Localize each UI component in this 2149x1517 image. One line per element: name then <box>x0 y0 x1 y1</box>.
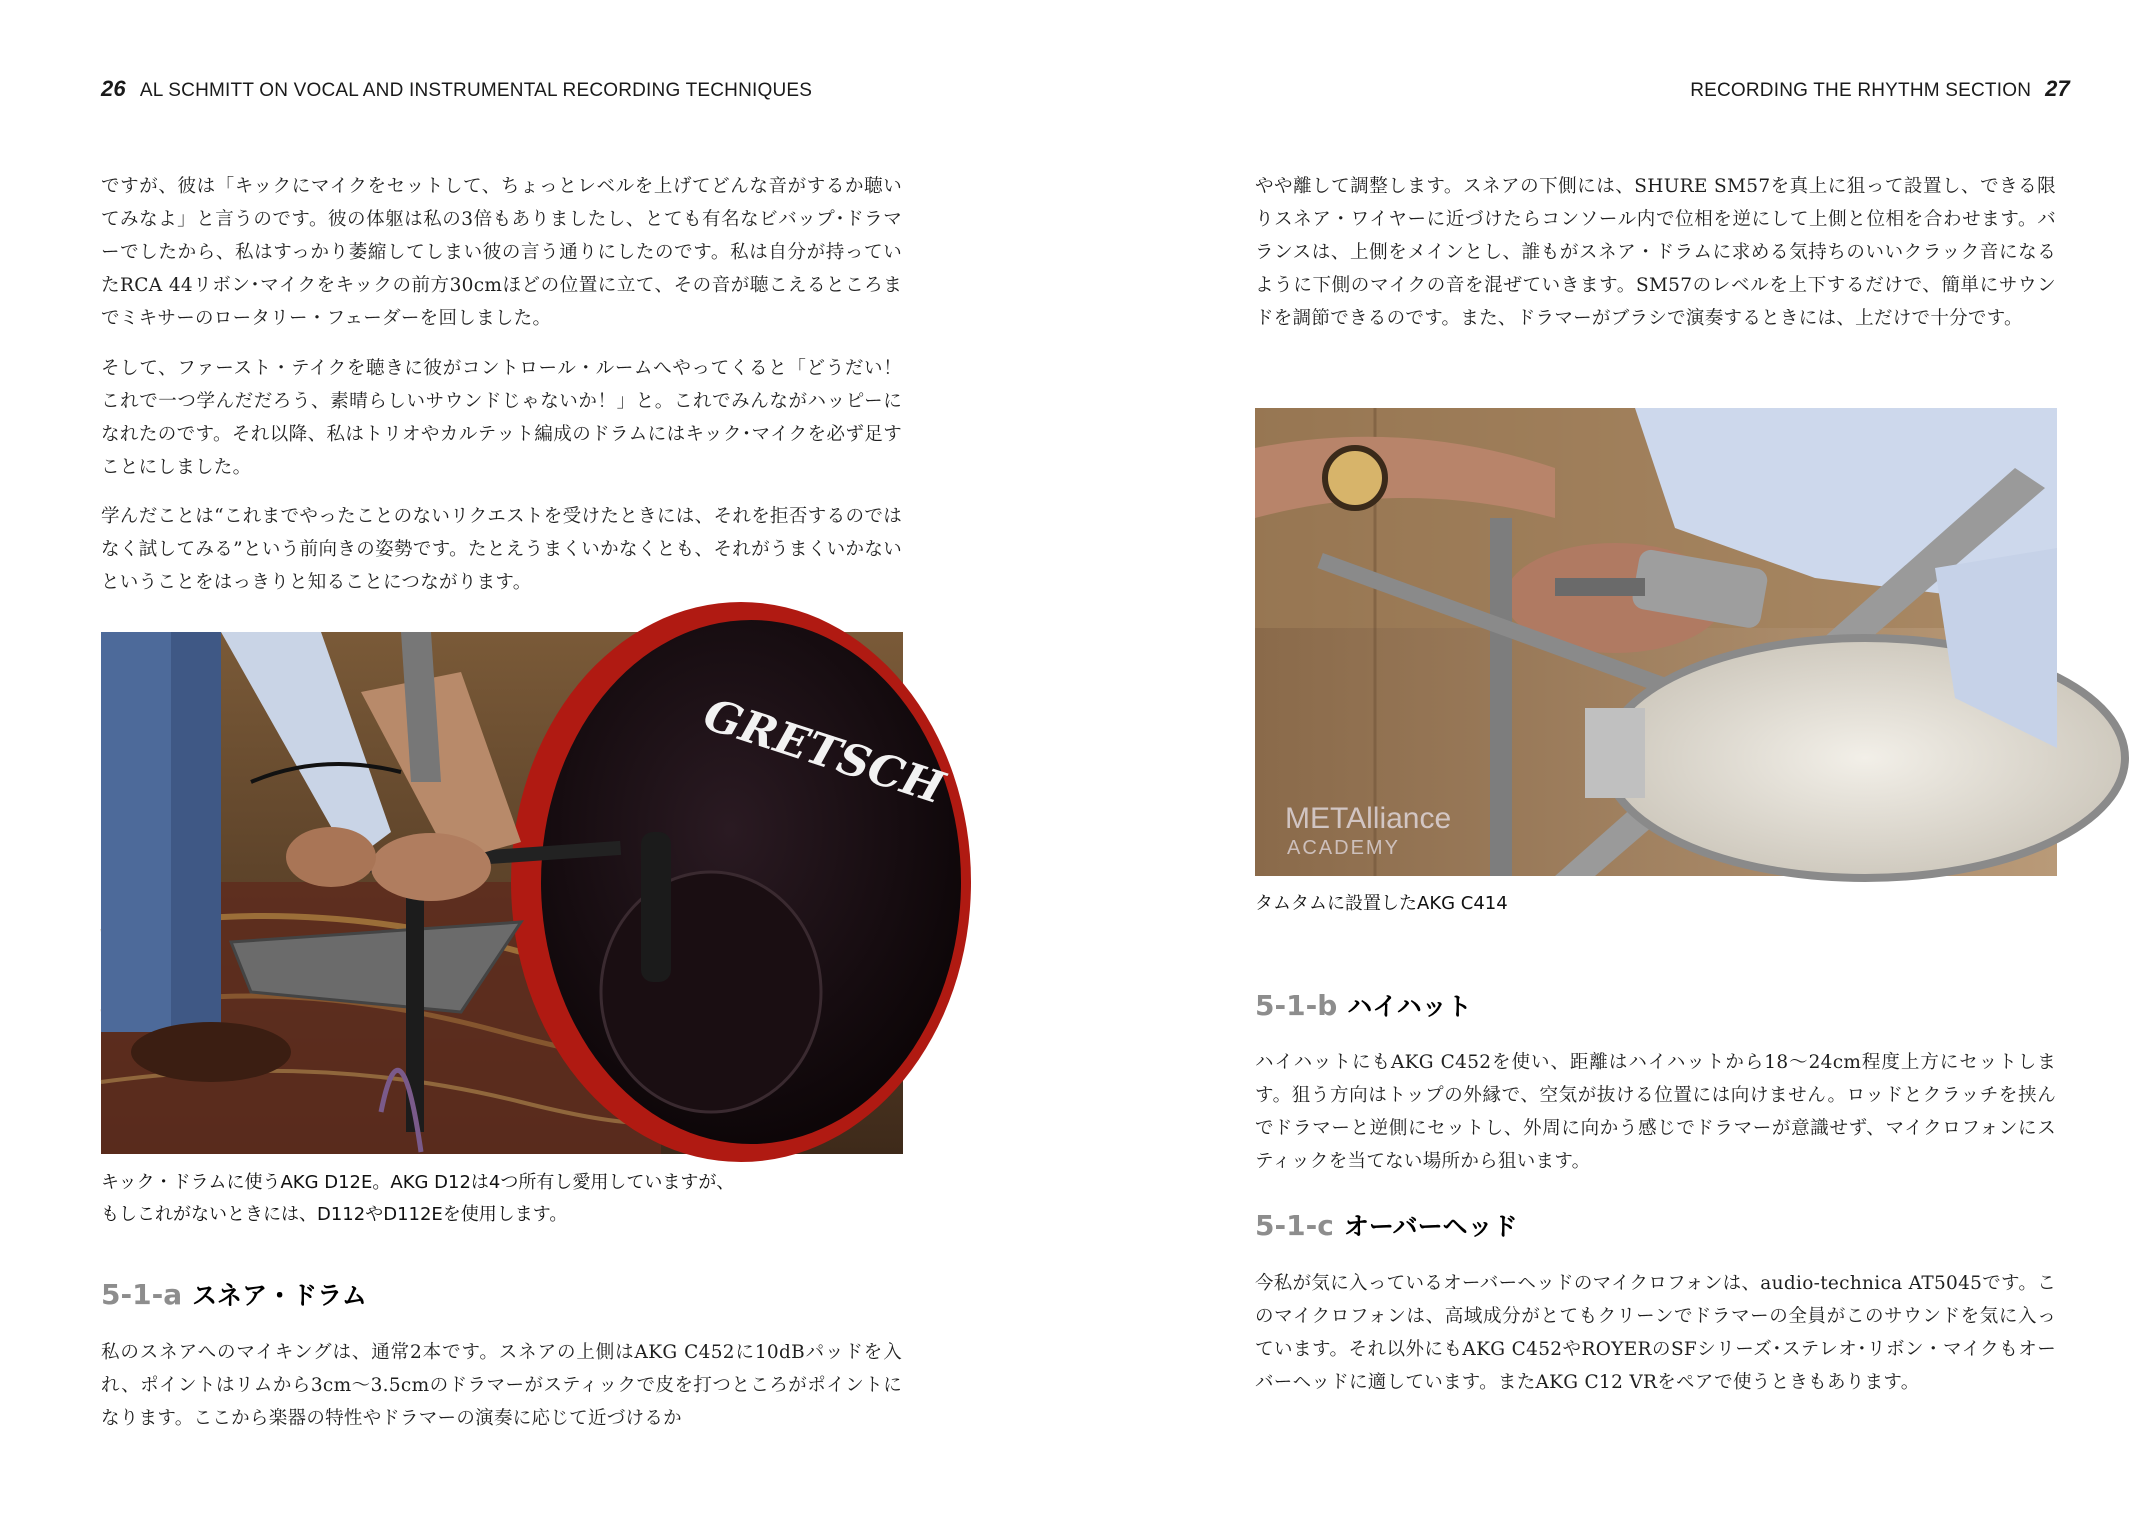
left-paragraph-3: 学んだことは“これまでやったことのないリクエストを受けたときには、それを拒否するのではなく試してみる”という前向きの姿勢です。たとえうまくいかなくとも、それがうまくいかないということをはっきりと知ることにつながります。 <box>101 506 902 593</box>
snare-paragraph: 私のスネアへのマイキングは、通常2本です。スネアの上側はAKG C452に10dBパッドを入れ、ポイントはリムから3cm～3.5cmのドラマーがスティックで皮を打つところがポイントになります。ここから楽器の特性やドラマーの演奏に応じて近づけるか <box>101 1342 902 1429</box>
right-intro-paragraph: やや離して調整します。スネアの下側には、SHURE SM57を真上に狙って設置し、できる限りスネア・ワイヤーに近づけたらコンソール内で位相を逆にして上側と位相を合わせます。バランスは、上側をメインとし、誰もがスネア・ドラムに求める気持ちのいいクラック音になるように下側のマイクの音を混ぜていきます。SM57のレベルを上下するだけで、簡単にサウンドを調節できるのです。また、ドラマーがブラシで演奏するときには、上だけで十分です。 <box>1255 176 2056 329</box>
section-heading-5-1-b <box>1255 988 1472 1025</box>
left-page <box>0 0 1074 1517</box>
kick-caption <box>101 1167 921 1231</box>
section-title: スネア・ドラム <box>192 1281 367 1310</box>
right-page-number: 27 <box>2045 76 2070 101</box>
section-number: 5-1-c <box>1255 1209 1334 1242</box>
section-number: 5-1-a <box>101 1278 183 1311</box>
section-title: ハイハット <box>1347 992 1472 1021</box>
section-number: 5-1-b <box>1255 989 1338 1022</box>
left-paragraph-1: ですが、彼は「キックにマイクをセットして、ちょっとレベルを上げてどんな音がするか聴いてみなよ」と言うのです。彼の体躯は私の3倍もありましたし、とても有名なビバップ･ドラマーでしたから、私はすっかり萎縮してしまい彼の言う通りにしたのです。私は自分が持っていたRCA 44リボン･マイクをキックの前方30cmほどの位置に立て、その音が聴こえるところまでミキサーのロータリー・フェーダーを回しました。 <box>101 176 902 329</box>
drum-logo: GRETSCH <box>697 688 950 815</box>
left-running-title: AL SCHMITT ON VOCAL AND INSTRUMENTAL RECORDING TECHNIQUES <box>139 80 813 101</box>
photo-watermark: METAlliance <box>1285 802 1452 835</box>
tom-tom-photo <box>1255 408 2057 876</box>
section-title: オーバーヘッド <box>1343 1212 1518 1241</box>
kick-drum-photo <box>101 632 950 1154</box>
left-page-number: 26 <box>101 76 126 101</box>
photo-watermark-sub: ACADEMY <box>1287 837 1400 859</box>
hihat-paragraph: ハイハットにもAKG C452を使い、距離はハイハットから18～24cm程度上方にセットします。狙う方向はトップの外縁で、空気が抜ける位置には向けません。ロッドとクラッチを挟んでドラマーと逆側にセットし、外周に向かう感じでドラマーが意識せず、マイクロフォンにスティックを当てない場所から狙います。 <box>1255 1052 2056 1172</box>
left-running-head <box>101 76 812 102</box>
left-paragraph-2: そして、ファースト・テイクを聴きに彼がコントロール・ルームへやってくると「どうだい！ これで一つ学んだだろう、素晴らしいサウンドじゃないか！」と。これでみんながハッピーになれたのです。それ以降、私はトリオやカルテット編成のドラムにはキック･マイクを必ず足すことにしました。 <box>101 358 902 478</box>
section-heading-5-1-c <box>1255 1208 1518 1245</box>
right-page <box>1074 0 2149 1517</box>
right-running-title: RECORDING THE RHYTHM SECTION <box>1690 80 2032 101</box>
kick-caption-line-2: もしこれがないときには、D112やD112Eを使用します。 <box>101 1204 568 1225</box>
right-running-head <box>1690 76 2070 102</box>
overhead-paragraph: 今私が気に入っているオーバーヘッドのマイクロフォンは、audio-technica AT5045です。このマイクロフォンは、高域成分がとてもクリーンでドラマーの全員がこのサウンドを気に入っています。それ以外にもAKG C452やROYERのSFシリーズ･ステレオ･リボン・マイクもオーバーヘッドに適しています。またAKG C12 VRをペアで使うときもあります。 <box>1255 1273 2056 1393</box>
kick-caption-line-1: キック・ドラムに使うAKG D12E。AKG D12は4つ所有し愛用していますが、 <box>101 1172 735 1193</box>
tom-caption: タムタムに設置したAKG C414 <box>1255 893 1508 914</box>
section-heading-5-1-a <box>101 1277 367 1314</box>
